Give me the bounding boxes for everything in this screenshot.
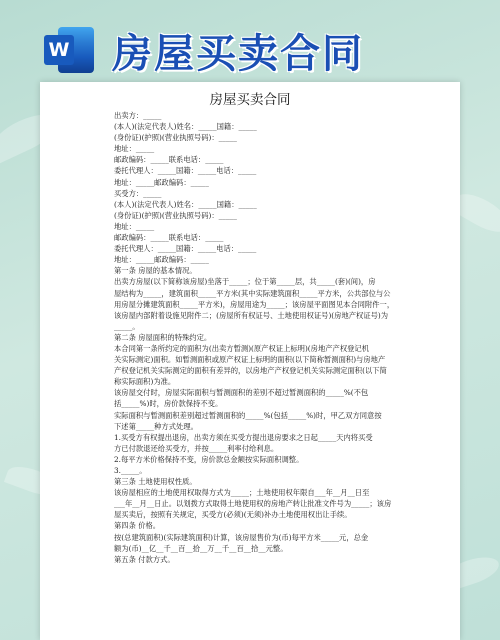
document-line: 屋结构为_____，建筑面积_____平方米(其中实际建筑面积_____平方米，公共部位与公: [114, 288, 391, 298]
word-document-icon: [44, 25, 96, 75]
document-title: 房屋买卖合同: [209, 92, 291, 108]
document-line: 该房屋内部附着设施见附件二；(房屋所有权证号、土地使用权证号)(房地产权证号)为: [114, 310, 389, 320]
document-line: 地址：_____: [114, 144, 155, 154]
document-line: 第五条 付款方式。: [114, 554, 175, 564]
document-line: (身份证)(护照)(营业执照号码)：_____: [114, 210, 237, 220]
document-line: 出卖方房屋(以下简称该房屋)坐落于_____；位于第_____层，共_____(套)(间)，房: [114, 277, 376, 287]
document-line: 第一条 房屋的基本情况。: [114, 266, 197, 276]
document-line: 本合同第一条所约定的面积为(出卖方暂测)(原产权证上标明)(房地产产权登记机: [114, 343, 370, 353]
document-line: 该房屋交付时，房屋实际面积与暂测面积的差别不超过暂测面积的_____%(不包: [114, 388, 369, 398]
document-line: (本人)(法定代表人)姓名：_____国籍：_____: [114, 122, 257, 132]
document-page: [40, 82, 460, 640]
banner: [44, 22, 464, 78]
document-line: ___年__月__日止。以划拨方式取得土地使用权的房地产转让批准文件号为_____；该房: [114, 499, 392, 509]
document-line: 邮政编码：_____联系电话：_____: [114, 155, 224, 165]
document-body: [114, 110, 426, 565]
document-line: 3._____。: [114, 466, 147, 475]
document-line: 出卖方：_____: [114, 111, 162, 120]
document-line: 地址：_____邮政编码：_____: [114, 177, 209, 187]
document-line: 第三条 土地使用权性质。: [114, 477, 197, 487]
document-line: 方已付款退还给买受方，并按_____利率付给利息。: [114, 443, 279, 453]
document-line: 第二条 房屋面积的特殊约定。: [114, 332, 212, 342]
document-line: 买受方：_____: [114, 188, 162, 198]
document-line: 2.每平方米价格保持不变，房价款总金额按实际面积调整。: [114, 454, 304, 464]
document-line: 用房屋分摊建筑面积_____平方米)，房屋用途为_____；该房屋平面图见本合同附件一，: [114, 299, 395, 309]
document-line: 屋买卖后，按照有关规定，买受方(必须)(无须)补办土地使用权出让手续。: [114, 510, 352, 520]
document-line: 括_____%)时，房价款保持不变。: [114, 399, 223, 409]
document-line: 1.买受方有权提出退房，出卖方须在买受方提出退房要求之日起_____天内将买受: [114, 432, 373, 442]
document-line: 地址：_____邮政编码：_____: [114, 255, 209, 265]
document-line: 关实际测定)面积。如暂测面积或原产权证上标明的面积(以下简称暂测面积)与房地产: [114, 355, 386, 365]
document-line: 地址：_____: [114, 221, 155, 231]
document-line: (身份证)(护照)(营业执照号码)：_____: [114, 133, 237, 143]
document-line: (本人)(法定代表人)姓名：_____国籍：_____: [114, 199, 257, 209]
banner-title: 房屋买卖合同: [112, 30, 364, 77]
document-line: 实际面积与暂测面积差别超过暂测面积的_____%(包括_____%)时，甲乙双方同意按: [114, 410, 382, 420]
document-line: 该房屋相应的土地使用权取得方式为_____；土地使用权年限自___年__月__日至: [114, 488, 370, 498]
document-line: 称实际面积)为准。: [114, 377, 176, 387]
document-line: 按(总建筑面积)(实际建筑面积)计算，该房屋售价为(币)每平方米_____元，总金: [114, 532, 369, 542]
document-line: 委托代理人：_____国籍：_____电话：_____: [114, 166, 257, 176]
document-line: 额为(币)__亿__千__百__拾__万__千__百__拾__元整。: [114, 543, 288, 553]
document-line: 邮政编码：_____联系电话：_____: [114, 233, 224, 243]
word-icon-letter: W: [44, 35, 74, 65]
document-line: 下述第_____种方式处理。: [114, 421, 198, 431]
document-line: 产权登记机关实际测定的面积有差异的，以房地产产权登记机关实际测定面积(以下简: [114, 366, 387, 376]
document-line: _____。: [114, 321, 140, 331]
document-line: 第四条 价格。: [114, 521, 161, 531]
document-line: 委托代理人：_____国籍：_____电话：_____: [114, 244, 257, 254]
